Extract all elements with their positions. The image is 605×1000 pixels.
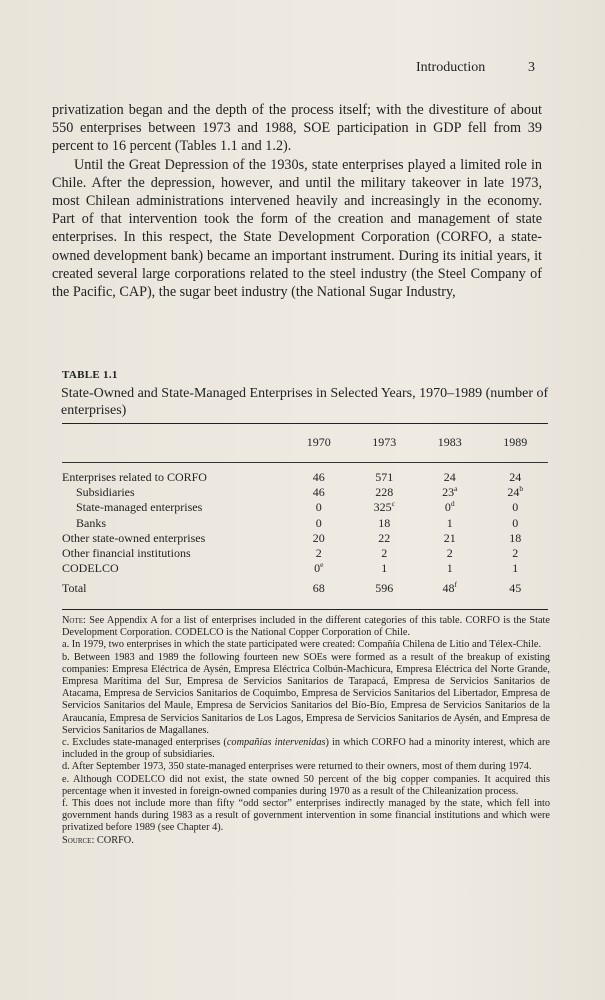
table-header-row [62,430,548,456]
row-label: Subsidiaries [76,485,135,500]
cell-value: 24 [507,485,520,500]
note-text: See Appendix A for a list of enterprises included in the different categories of this table. CORFO is the State Development Corporation. CODELCO is the National Copper Corporation of Chile. [62,615,550,639]
table-cell [483,576,549,600]
cell-value: 23 [442,485,455,500]
table-cell [286,531,352,546]
cell-value: 45 [509,581,522,596]
cell-value: 48 [442,581,455,596]
row-label: Other state-owned enterprises [62,530,206,545]
running-head [416,60,535,76]
footnote-c-end: ) in which CORFO had a minority interest, which are included in the group of subsidiaries. [62,737,551,761]
total-row [62,576,548,600]
table-cell [352,516,418,531]
row-label: Total [62,581,87,596]
body-paragraph-1: privatization began and the depth of the process itself; with the divestiture of about 550 enterprises between 1973 and 1988, SOE participation in GDP fell from 39 percent to 16 percent (Tables 1.1 and 1.2). [52,102,542,155]
cell-value: 21 [443,530,456,545]
table-note [62,615,550,639]
footnote-a: a. In 1979, two enterprises in which the state participated were created: Compañía Chilena de Litio and Télex-Chile. [62,639,542,651]
table-cell [417,500,483,515]
footnote-marker: d [450,499,455,509]
table-source [62,835,550,847]
footnote-d: d. After September 1973, 350 state-managed enterprises were returned to their owners, most of them during 1974. [62,761,532,773]
cell-value: 0 [512,500,519,515]
source-label: Source: [62,834,95,846]
row-label: State-managed enterprises [76,500,203,515]
table-cell [352,470,418,485]
table-cell [352,500,418,515]
cell-value: 571 [375,470,394,484]
table-cell [352,576,418,600]
row-label: Banks [76,515,106,530]
footnote-marker: f [454,580,457,590]
cell-value: 2 [446,546,453,561]
cell-value: 2 [381,546,388,561]
year-header: 1989 [503,435,528,450]
table-cell [286,561,352,576]
year-header: 1970 [306,435,331,450]
table-row [62,561,548,576]
table-cell [483,561,549,576]
cell-value: 0 [315,500,322,515]
table-cell [417,470,483,485]
table-cell [483,500,549,515]
cell-value: 24 [443,470,456,484]
table-cell [286,516,352,531]
cell-value: 0 [314,561,321,576]
table-spacer [62,456,548,470]
table-cell [417,531,483,546]
table-cell [286,576,352,600]
body-text [52,101,542,301]
source-text: CORFO. [96,834,134,846]
table-notes [62,615,550,847]
table-cell [352,531,418,546]
row-label: CODELCO [62,561,119,576]
table-row [62,470,548,485]
cell-value: 228 [375,485,394,500]
table-cell [417,546,483,561]
cell-value: 20 [312,530,325,545]
cell-value: 0 [444,500,451,515]
cell-value: 1 [512,561,519,576]
table-cell [483,485,549,500]
table-cell [286,500,352,515]
footnote-marker: b [519,484,524,494]
table-title: State-Owned and State-Managed Enterprises in Selected Years, 1970–1989 (number of enterprises) [61,386,549,418]
cell-value: 2 [315,546,322,561]
table-cell [352,546,418,561]
table-cell [417,576,483,600]
body-paragraph-2: Until the Great Depression of the 1930s, state enterprises played a limited role in Chile. After the depression, however, and until the military takeover in late 1973, most Chilean administrations intervened heavily and increasingly in the economy. Part of that intervention took the form of the creation and management of state enterprises. In this respect, the State Development Corporation (CORFO, a state-owned development bank) became an important instrument. During its initial years, it created several large corporations related to the steel industry (the Steel Company of the Pacific, CAP), the sugar beet industry (the National Sugar Industry, [52,156,542,301]
page-number: 3 [528,60,535,75]
table-cell [417,485,483,500]
table-row [62,500,548,515]
cell-value: 24 [509,470,522,484]
table-row [62,546,548,561]
table-row [62,531,548,546]
spacer-cell [62,456,548,470]
note-label: Note: [62,615,86,626]
cell-value: 22 [378,530,391,545]
table-row [62,516,548,531]
footnote-marker: e [320,560,324,570]
table-cell [483,531,549,546]
table-cell [483,516,549,531]
year-header: 1983 [437,435,462,450]
cell-value: 2 [512,546,519,561]
running-head-title: Introduction [416,60,486,75]
table-cell [352,561,418,576]
cell-value: 0 [512,515,519,530]
footnote-b: b. Between 1983 and 1989 the following fourteen new SOEs were formed as a result of the breakup of existing companies: Empresa Eléctrica de Aysén, Empresa Eléctrica Colbún-Machicura, Empresa Eléctrica del Norte Grande, Empresa Marítima del Sur, Empresa de Servicios Sanitarios de Tarapacá, Empresa de Servicios Sanitarios de Atacama, Empresa de Servicios Sanitarios de Coquimbo, Empresa de Servicios Sanitarios del Libertador, Empresa de Servicios Sanitarios del Maule, Empresa de Servicios Sanitarios del Bío-Bío, Empresa de Servicios Sanitarios de la Araucanía, Empresa de Servicios Sanitarios de Los Lagos, Empresa de Servicios Sanitarios de Aysén, and Empresa de Servicios Sanitarios de Magallanes. [62,651,550,736]
table-top-rule [62,423,548,424]
cell-value: 18 [378,515,391,530]
table-cell [483,546,549,561]
cell-value: 1 [446,561,453,576]
table-cell [352,485,418,500]
cell-value: 1 [446,515,453,530]
table-cell [286,546,352,561]
footnote-c-term: compañías intervenidas [226,737,326,749]
cell-value: 596 [375,581,394,596]
cell-value: 325 [373,500,392,515]
footnote-f: f. This does not include more than fifty “odd sector” enterprises indirectly managed by the state, which fell into government hands during 1983 as a result of government intervention in some financial institutions and which were privatized before 1989 (see Chapter 4). [62,798,550,834]
table-cell [483,470,549,485]
cell-value: 46 [312,470,325,484]
cell-value: 0 [315,515,322,530]
footnote-c-start: c. Excludes state-managed enterprises ( [62,737,227,749]
table-cell [417,516,483,531]
table-cell [286,470,352,485]
footnote-c [62,737,550,761]
cell-value: 68 [312,581,325,596]
table-label: TABLE 1.1 [62,369,118,381]
cell-value: 18 [509,530,522,545]
cell-value: 46 [312,485,325,500]
table-bottom-rule [62,609,548,610]
header-stub [62,430,286,456]
footnote-e: e. Although CODELCO did not exist, the state owned 50 percent of the big copper companies. It acquired this percentage when it invested in foreign-owned companies during 1970 as a result of the Chileanization process. [62,773,550,797]
row-label: Enterprises related to CORFO [62,470,207,484]
footnote-marker: a [454,484,458,494]
enterprises-table [62,430,548,600]
year-header: 1973 [372,435,397,450]
table-cell [286,485,352,500]
footnote-marker: c [391,499,395,509]
row-label: Other financial institutions [62,546,191,561]
table-row [62,485,548,500]
cell-value: 1 [381,561,388,576]
table-cell [417,561,483,576]
